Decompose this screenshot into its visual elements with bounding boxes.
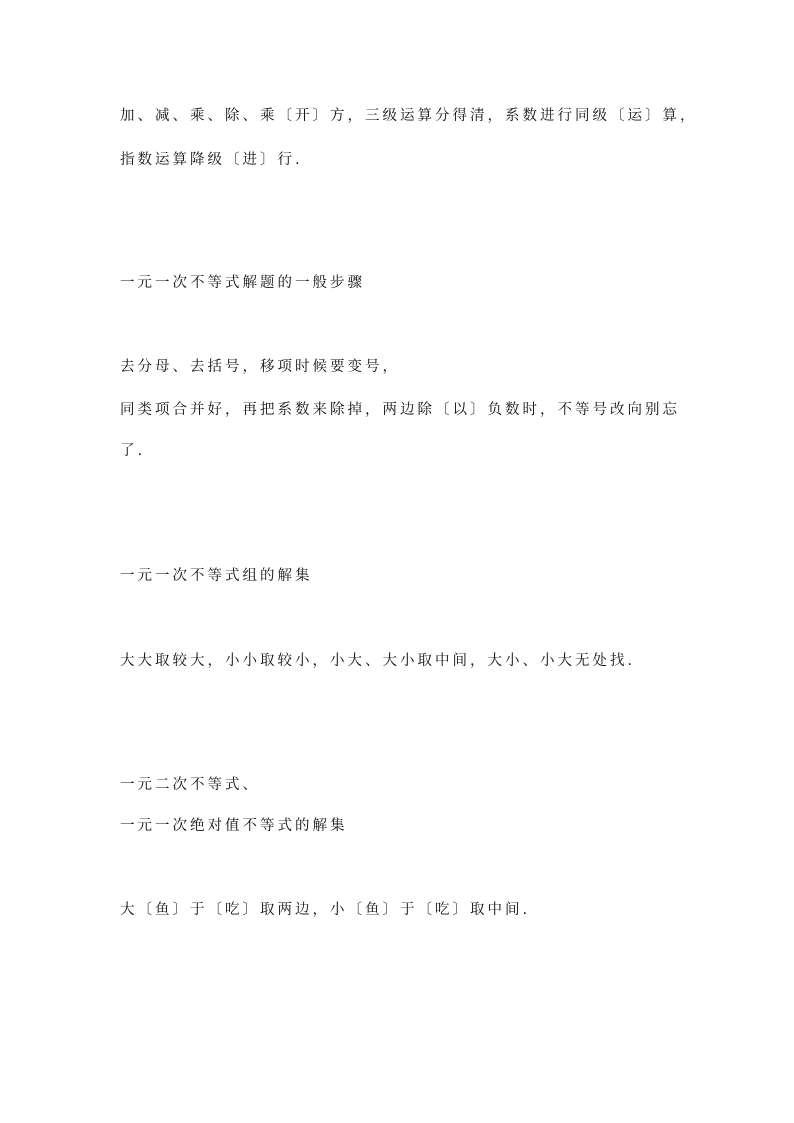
section-heading: 一元二次不等式、 [120, 777, 260, 793]
paragraph-line: 指数运算降级〔进〕行. [120, 152, 303, 168]
section-heading: 一元一次不等式组的解集 [120, 568, 313, 584]
paragraph-line: 大〔鱼〕于〔吃〕取两边，小〔鱼〕于〔吃〕取中间. [120, 902, 531, 918]
paragraph-line: 了. [120, 443, 146, 459]
paragraph-line: 同类项合并好，再把系数来除掉，两边除〔以〕负数时，不等号改向别忘 [120, 402, 680, 418]
paragraph-line: 加、减、乘、除、乘〔开〕方，三级运算分得清，系数进行同级〔运〕算， [120, 108, 698, 124]
paragraph-line: 大大取较大，小小取较小，小大、大小取中间，大小、小大无处找. [120, 653, 636, 669]
section-heading: 一元一次不等式解题的一般步骤 [120, 275, 365, 291]
paragraph-line: 去分母、去括号，移项时候要变号， [120, 359, 400, 375]
section-heading: 一元一次绝对值不等式的解集 [120, 818, 348, 834]
